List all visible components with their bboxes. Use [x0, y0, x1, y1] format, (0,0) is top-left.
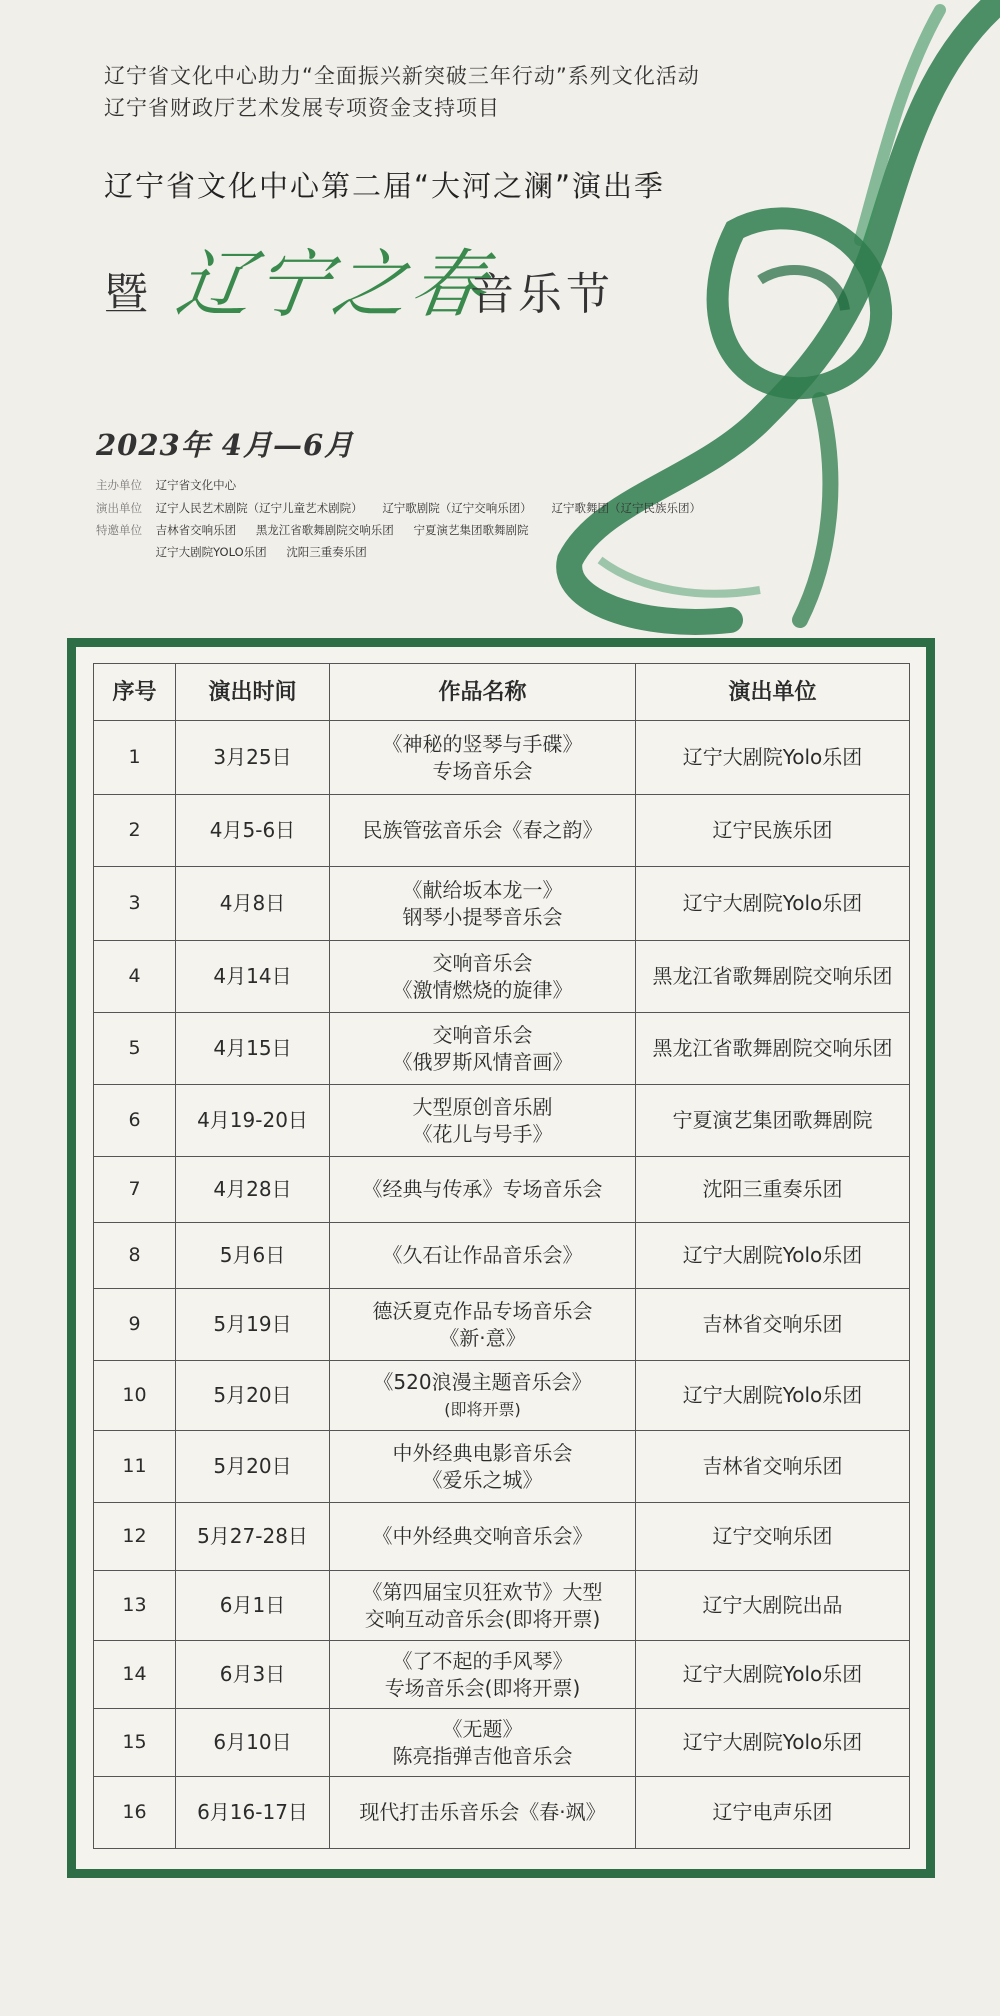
header-line-1: 辽宁省文化中心助力“全面振兴新突破三年行动”系列文化活动	[104, 64, 700, 88]
header-title: 作品名称	[330, 664, 636, 721]
row-title	[330, 867, 636, 941]
row-unit: 宁夏演艺集团歌舞剧院	[636, 1085, 910, 1157]
row-number: 9	[94, 1289, 176, 1361]
row-date: 4月15日	[176, 1013, 330, 1085]
row-date: 5月20日	[176, 1361, 330, 1431]
table-row	[94, 1709, 910, 1777]
row-title-line: 德沃夏克作品专场音乐会	[372, 1298, 593, 1323]
guest-name: 黑龙江省歌舞剧院交响乐团	[255, 523, 394, 537]
row-title-line: 《神秘的竖琴与手碟》	[382, 731, 583, 756]
row-unit: 吉林省交响乐团	[636, 1431, 910, 1503]
row-title-line: 《新·意》	[439, 1325, 526, 1350]
guest-name: 吉林省交响乐团	[155, 523, 237, 537]
row-title-line: 《了不起的手风琴》	[392, 1648, 573, 1673]
row-date: 5月20日	[176, 1431, 330, 1503]
row-number: 13	[94, 1571, 176, 1641]
guest-name: 宁夏演艺集团歌舞剧院	[413, 523, 529, 537]
row-unit: 辽宁大剧院Yolo乐团	[636, 1223, 910, 1289]
row-title-line: 《520浪漫主题音乐会》	[373, 1369, 592, 1394]
row-date: 4月28日	[176, 1157, 330, 1223]
row-number: 8	[94, 1223, 176, 1289]
performer-name: 辽宁歌剧院（辽宁交响乐团）	[382, 501, 532, 515]
schedule-frame	[67, 638, 935, 1878]
organizer-label: 主办单位	[96, 478, 142, 492]
row-title-line: 《经典与传承》专场音乐会	[362, 1177, 603, 1201]
row-unit: 辽宁交响乐团	[636, 1503, 910, 1571]
performer-row	[96, 500, 717, 516]
row-date: 5月19日	[176, 1289, 330, 1361]
row-title-line: 《第四届宝贝狂欢节》大型	[362, 1579, 603, 1604]
performer-name: 辽宁人民艺术剧院（辽宁儿童艺术剧院）	[155, 501, 363, 515]
row-number: 5	[94, 1013, 176, 1085]
event-date: 2023年 4月—6月	[96, 428, 355, 462]
row-title	[330, 1157, 636, 1223]
table-row	[94, 1571, 910, 1641]
row-title-line: (即将开票)	[444, 1399, 521, 1419]
organizer-row	[96, 477, 252, 493]
row-date: 4月8日	[176, 867, 330, 941]
row-title	[330, 1085, 636, 1157]
row-number: 4	[94, 941, 176, 1013]
table-row	[94, 1503, 910, 1571]
table-row	[94, 1777, 910, 1849]
row-unit: 辽宁大剧院Yolo乐团	[636, 1641, 910, 1709]
table-header-row	[94, 664, 910, 721]
header-line-2: 辽宁省财政厅艺术发展专项资金支持项目	[104, 96, 500, 120]
row-unit: 辽宁大剧院Yolo乐团	[636, 1709, 910, 1777]
row-unit: 辽宁大剧院Yolo乐团	[636, 867, 910, 941]
row-title-line: 现代打击乐音乐会《春·飒》	[359, 1800, 606, 1824]
row-number: 1	[94, 721, 176, 795]
calligraphy-title: 辽宁之春	[171, 242, 496, 328]
row-number: 12	[94, 1503, 176, 1571]
row-number: 14	[94, 1641, 176, 1709]
guest-row-continued	[96, 544, 383, 560]
header-date: 演出时间	[176, 664, 330, 721]
row-date: 5月6日	[176, 1223, 330, 1289]
row-number: 6	[94, 1085, 176, 1157]
row-title-line: 民族管弦音乐会《春之韵》	[362, 818, 603, 842]
table-row	[94, 1641, 910, 1709]
row-date: 6月16-17日	[176, 1777, 330, 1849]
table-row	[94, 1223, 910, 1289]
row-title	[330, 1223, 636, 1289]
table-row	[94, 1361, 910, 1431]
row-number: 15	[94, 1709, 176, 1777]
row-date: 3月25日	[176, 721, 330, 795]
row-title	[330, 941, 636, 1013]
row-title	[330, 1641, 636, 1709]
row-title	[330, 1571, 636, 1641]
guest-row	[96, 522, 544, 538]
row-title	[330, 795, 636, 867]
row-title-line: 《中外经典交响音乐会》	[372, 1524, 593, 1548]
table-row	[94, 1085, 910, 1157]
row-unit: 辽宁大剧院出品	[636, 1571, 910, 1641]
row-date: 6月1日	[176, 1571, 330, 1641]
row-number: 2	[94, 795, 176, 867]
row-unit: 辽宁大剧院Yolo乐团	[636, 721, 910, 795]
row-title-line: 《激情燃烧的旋律》	[392, 977, 573, 1002]
row-unit: 沈阳三重奏乐团	[636, 1157, 910, 1223]
performer-name: 辽宁歌舞团（辽宁民族乐团）	[551, 501, 701, 515]
table-row	[94, 1157, 910, 1223]
row-date: 4月19-20日	[176, 1085, 330, 1157]
row-title-line: 《献给坂本龙一》	[402, 877, 563, 902]
row-title-line: 专场音乐会(即将开票)	[384, 1675, 581, 1700]
row-unit: 黑龙江省歌舞剧院交响乐团	[636, 1013, 910, 1085]
row-unit: 辽宁电声乐团	[636, 1777, 910, 1849]
header-unit: 演出单位	[636, 664, 910, 721]
row-number: 16	[94, 1777, 176, 1849]
table-row	[94, 1289, 910, 1361]
row-unit: 黑龙江省歌舞剧院交响乐团	[636, 941, 910, 1013]
row-title-line: 《花儿与号手》	[412, 1121, 553, 1146]
row-title	[330, 1013, 636, 1085]
row-title-line: 《俄罗斯风情音画》	[392, 1049, 573, 1074]
row-title	[330, 1431, 636, 1503]
row-title-line: 交响音乐会	[432, 1022, 533, 1047]
table-row	[94, 795, 910, 867]
festival-label: 音乐节	[470, 269, 614, 320]
row-date: 4月14日	[176, 941, 330, 1013]
row-title-line: 交响音乐会	[432, 950, 533, 975]
guest-name: 沈阳三重奏乐团	[286, 545, 367, 559]
row-title-line: 专场音乐会	[432, 758, 533, 783]
row-unit: 吉林省交响乐团	[636, 1289, 910, 1361]
row-title-line: 中外经典电影音乐会	[392, 1440, 573, 1465]
row-title	[330, 1777, 636, 1849]
table-row	[94, 1013, 910, 1085]
row-title-line: 交响互动音乐会(即将开票)	[364, 1606, 601, 1631]
performer-label: 演出单位	[96, 501, 142, 515]
row-unit: 辽宁民族乐团	[636, 795, 910, 867]
table-row	[94, 941, 910, 1013]
schedule-table	[93, 663, 910, 1849]
row-date: 5月27-28日	[176, 1503, 330, 1571]
main-title: 辽宁省文化中心第二届“大河之澜”演出季	[104, 169, 666, 203]
ji-character: 暨	[104, 269, 148, 320]
table-row	[94, 721, 910, 795]
guest-name: 辽宁大剧院YOLO乐团	[155, 545, 267, 559]
row-number: 10	[94, 1361, 176, 1431]
row-number: 11	[94, 1431, 176, 1503]
row-title-line: 大型原创音乐剧	[412, 1094, 553, 1119]
row-number: 3	[94, 867, 176, 941]
row-title	[330, 1289, 636, 1361]
row-date: 6月3日	[176, 1641, 330, 1709]
row-unit: 辽宁大剧院Yolo乐团	[636, 1361, 910, 1431]
row-title	[330, 1361, 636, 1431]
row-title	[330, 1709, 636, 1777]
row-title-line: 《爱乐之城》	[422, 1467, 543, 1492]
row-date: 4月5-6日	[176, 795, 330, 867]
row-title-line: 《无题》	[442, 1716, 523, 1741]
row-number: 7	[94, 1157, 176, 1223]
row-title-line: 《久石让作品音乐会》	[382, 1243, 583, 1267]
table-row	[94, 1431, 910, 1503]
row-date: 6月10日	[176, 1709, 330, 1777]
guest-label: 特邀单位	[96, 523, 142, 537]
row-title	[330, 721, 636, 795]
table-row	[94, 867, 910, 941]
header-no: 序号	[94, 664, 176, 721]
row-title	[330, 1503, 636, 1571]
row-title-line: 钢琴小提琴音乐会	[402, 904, 563, 929]
organizer-name: 辽宁省文化中心	[155, 478, 237, 492]
row-title-line: 陈亮指弹吉他音乐会	[392, 1743, 573, 1768]
